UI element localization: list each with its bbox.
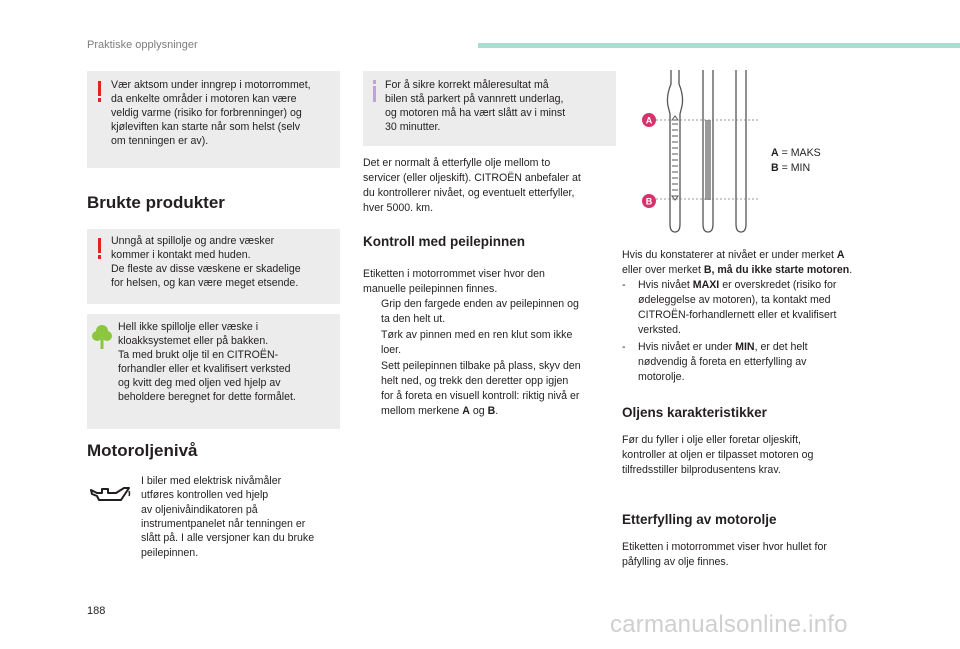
char-line: kontroller at oljen er tilpasset motoren og — [622, 449, 814, 461]
level-line: av oljenivåindikatoren på — [141, 504, 258, 516]
intro-line: servicer (eller oljeskift). CITROËN anbefaler at — [363, 172, 581, 184]
warning-line: for helsen, og kan være meget etsende. — [111, 277, 299, 289]
info-icon — [372, 80, 377, 102]
level-line: slått på. I alle versjoner kan du bruke — [141, 532, 315, 544]
eco-line: Hell ikke spillolje eller væske i — [118, 321, 259, 333]
warning-line: om tenningen er av). — [111, 135, 209, 147]
warning-line: kjøleviften kan starte når som helst (selv — [111, 121, 300, 133]
dash-item-maxi: - Hvis nivået MAXI er overskredet (risiko for ødeleggelse av motoren), ta kontakt med CITROËN-forhandlernett eller et kvalifisert verksted. — [622, 279, 837, 336]
dipstick-intro-line: manuelle peilepinnen finnes. — [363, 283, 498, 295]
oil-can-icon — [89, 484, 131, 506]
section-title: Praktiske opplysninger — [87, 39, 198, 51]
level-line: instrumentpanelet når tenningen er — [141, 518, 306, 530]
warning-line: da enkelte områder i motoren kan være — [111, 93, 297, 105]
legend-min: B = MIN — [771, 162, 811, 174]
heading-oil-top-up: Etterfylling av motorolje — [622, 512, 777, 527]
eco-tree-icon — [92, 324, 112, 350]
info-line: bilen stå parkert på vannrett underlag, — [385, 93, 564, 105]
marker-a-label: A — [645, 115, 653, 126]
fill-line: Etiketten i motorrommet viser hvor hullet for — [622, 541, 827, 553]
info-line: For å sikre korrekt måleresultat må — [385, 79, 549, 91]
intro-line: Det er normalt å etterfylle olje mellom to — [363, 157, 551, 169]
warning-icon — [97, 238, 102, 260]
legend-max: A = MAKS — [771, 147, 821, 159]
heading-oil-characteristics: Oljens karakteristikker — [622, 405, 767, 420]
warning-box-skin — [87, 229, 340, 304]
eco-line: Ta med brukt olje til en CITROËN- — [118, 349, 279, 361]
level-check-line: eller over merket B, må du ikke starte motoren. — [622, 264, 853, 276]
eco-line: og kvitt deg med oljen ved hjelp av — [118, 377, 281, 389]
char-line: tilfredsstiller bilprodusentens krav. — [622, 464, 781, 476]
intro-line: hver 5000. km. — [363, 202, 434, 214]
dipstick-illustration — [618, 66, 778, 236]
watermark: carmanualsonline.info — [610, 611, 848, 638]
char-line: Før du fyller i olje eller foretar oljeskift, — [622, 434, 801, 446]
eco-line: beholdere beregnet for dette formålet. — [118, 391, 296, 403]
marker-b-label: B — [645, 196, 653, 207]
warning-line: De fleste av disse væskene er skadelige — [111, 263, 301, 275]
eco-line: forhandler eller et kvalifisert verksted — [118, 363, 291, 375]
warning-line: veldig varme (risiko for forbrenninger) og — [111, 107, 302, 119]
level-line: utføres kontrollen ved hjelp — [141, 489, 269, 501]
info-box-measurement — [363, 71, 616, 146]
eco-line: kloakksystemet eller på bakken. — [118, 335, 269, 347]
fill-line: påfylling av olje finnes. — [622, 556, 729, 568]
heading-oil-level: Motoroljenivå — [87, 441, 198, 460]
dipstick-intro-line: Etiketten i motorrommet viser hvor den — [363, 268, 545, 280]
bullet-reinsert: Sett peilepinnen tilbake på plass, skyv den helt ned, og trekk den deretter opp igjen for å foreta en visuell kontroll: riktig nivå er mellom merkene A og B. — [381, 360, 581, 417]
bullet-wipe: Tørk av pinnen med en ren klut som ikke loer. — [381, 329, 573, 356]
info-line: og motoren må ha vært slått av i minst — [385, 107, 566, 119]
level-line: peilepinnen. — [141, 547, 199, 559]
dash-item-min: - Hvis nivået er under MIN, er det helt nødvendig å foreta en etterfylling av motorolje. — [622, 341, 808, 383]
page-number: 188 — [87, 605, 106, 617]
bullet-grip: Grip den fargede enden av peilepinnen og ta den helt ut. — [381, 298, 579, 325]
warning-icon — [97, 81, 102, 103]
warning-line: Unngå at spillolje og andre væsker — [111, 235, 275, 247]
warning-line: kommer i kontakt med huden. — [111, 249, 251, 261]
level-check-line: Hvis du konstaterer at nivået er under merket A — [622, 249, 845, 261]
info-line: 30 minutter. — [385, 121, 441, 133]
eco-box-disposal — [87, 314, 340, 429]
level-line: I biler med elektrisk nivåmåler — [141, 475, 282, 487]
warning-box-engine — [87, 71, 340, 168]
heading-used-products: Brukte produkter — [87, 193, 225, 212]
heading-dipstick-check: Kontroll med peilepinnen — [363, 234, 526, 249]
warning-line: Vær aktsom under inngrep i motorrommet, — [111, 79, 311, 91]
section-accent-bar — [478, 43, 960, 48]
intro-line: du kontrollerer nivået, og eventuelt etterfyller, — [363, 187, 575, 199]
